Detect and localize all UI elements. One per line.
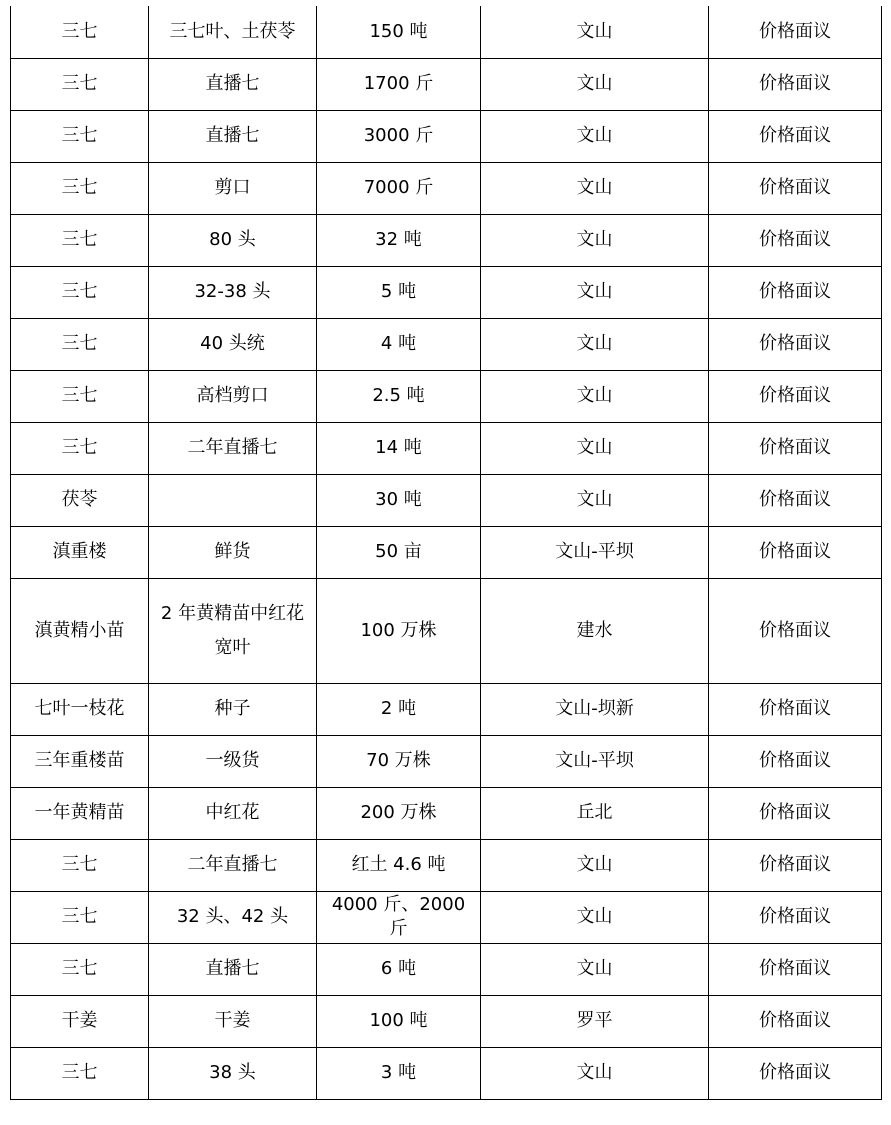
table-row bbox=[11, 318, 882, 370]
table-row bbox=[11, 58, 882, 110]
table-row bbox=[11, 839, 882, 891]
cell-origin: 文山 bbox=[481, 6, 709, 58]
cell-specification: 32 头、42 头 bbox=[149, 891, 317, 943]
cell-origin: 文山 bbox=[481, 1047, 709, 1099]
cell-specification: 38 头 bbox=[149, 1047, 317, 1099]
cell-product-name: 三七 bbox=[11, 162, 149, 214]
supply-table-body bbox=[11, 6, 882, 1099]
cell-origin: 丘北 bbox=[481, 787, 709, 839]
table-row bbox=[11, 1047, 882, 1099]
cell-price: 价格面议 bbox=[709, 891, 882, 943]
cell-quantity: 30 吨 bbox=[317, 474, 481, 526]
cell-price: 价格面议 bbox=[709, 578, 882, 683]
cell-specification: 三七叶、土茯苓 bbox=[149, 6, 317, 58]
table-row bbox=[11, 787, 882, 839]
cell-specification: 40 头统 bbox=[149, 318, 317, 370]
cell-quantity: 4000 斤、2000 斤 bbox=[317, 891, 481, 943]
cell-quantity: 3 吨 bbox=[317, 1047, 481, 1099]
cell-specification: 直播七 bbox=[149, 110, 317, 162]
table-row bbox=[11, 214, 882, 266]
table-row bbox=[11, 943, 882, 995]
cell-quantity: 4 吨 bbox=[317, 318, 481, 370]
cell-specification: 一级货 bbox=[149, 735, 317, 787]
cell-quantity: 2.5 吨 bbox=[317, 370, 481, 422]
cell-product-name: 七叶一枝花 bbox=[11, 683, 149, 735]
cell-price: 价格面议 bbox=[709, 735, 882, 787]
cell-price: 价格面议 bbox=[709, 422, 882, 474]
cell-price: 价格面议 bbox=[709, 6, 882, 58]
cell-price: 价格面议 bbox=[709, 110, 882, 162]
cell-origin: 文山 bbox=[481, 474, 709, 526]
cell-product-name: 三七 bbox=[11, 422, 149, 474]
table-row bbox=[11, 474, 882, 526]
cell-quantity: 32 吨 bbox=[317, 214, 481, 266]
cell-product-name: 三七 bbox=[11, 58, 149, 110]
cell-specification: 鲜货 bbox=[149, 526, 317, 578]
cell-origin: 文山 bbox=[481, 162, 709, 214]
cell-quantity: 50 亩 bbox=[317, 526, 481, 578]
cell-origin: 罗平 bbox=[481, 995, 709, 1047]
cell-quantity: 红土 4.6 吨 bbox=[317, 839, 481, 891]
cell-product-name: 三七 bbox=[11, 6, 149, 58]
cell-price: 价格面议 bbox=[709, 683, 882, 735]
table-row bbox=[11, 735, 882, 787]
cell-product-name: 一年黄精苗 bbox=[11, 787, 149, 839]
table-row bbox=[11, 995, 882, 1047]
cell-origin: 文山 bbox=[481, 266, 709, 318]
cell-quantity: 150 吨 bbox=[317, 6, 481, 58]
cell-quantity: 6 吨 bbox=[317, 943, 481, 995]
cell-quantity: 5 吨 bbox=[317, 266, 481, 318]
cell-product-name: 茯苓 bbox=[11, 474, 149, 526]
cell-product-name: 三七 bbox=[11, 266, 149, 318]
cell-specification: 2 年黄精苗中红花宽叶 bbox=[149, 578, 317, 683]
cell-price: 价格面议 bbox=[709, 787, 882, 839]
cell-price: 价格面议 bbox=[709, 995, 882, 1047]
cell-origin: 文山 bbox=[481, 422, 709, 474]
cell-origin: 文山 bbox=[481, 214, 709, 266]
cell-origin: 文山-平坝 bbox=[481, 735, 709, 787]
table-row bbox=[11, 266, 882, 318]
cell-product-name: 三年重楼苗 bbox=[11, 735, 149, 787]
cell-origin: 文山 bbox=[481, 943, 709, 995]
table-row bbox=[11, 578, 882, 683]
cell-origin: 文山 bbox=[481, 110, 709, 162]
cell-price: 价格面议 bbox=[709, 370, 882, 422]
cell-quantity: 100 吨 bbox=[317, 995, 481, 1047]
cell-price: 价格面议 bbox=[709, 318, 882, 370]
cell-specification: 二年直播七 bbox=[149, 839, 317, 891]
cell-quantity: 7000 斤 bbox=[317, 162, 481, 214]
cell-price: 价格面议 bbox=[709, 214, 882, 266]
cell-origin: 文山-平坝 bbox=[481, 526, 709, 578]
cell-specification: 32-38 头 bbox=[149, 266, 317, 318]
cell-specification: 中红花 bbox=[149, 787, 317, 839]
cell-origin: 建水 bbox=[481, 578, 709, 683]
cell-product-name: 滇重楼 bbox=[11, 526, 149, 578]
cell-specification: 直播七 bbox=[149, 58, 317, 110]
cell-price: 价格面议 bbox=[709, 1047, 882, 1099]
cell-price: 价格面议 bbox=[709, 266, 882, 318]
cell-specification: 二年直播七 bbox=[149, 422, 317, 474]
cell-quantity: 70 万株 bbox=[317, 735, 481, 787]
cell-product-name: 三七 bbox=[11, 839, 149, 891]
table-row bbox=[11, 526, 882, 578]
cell-price: 价格面议 bbox=[709, 474, 882, 526]
cell-price: 价格面议 bbox=[709, 526, 882, 578]
cell-price: 价格面议 bbox=[709, 58, 882, 110]
cell-quantity: 1700 斤 bbox=[317, 58, 481, 110]
cell-quantity: 3000 斤 bbox=[317, 110, 481, 162]
cell-specification: 直播七 bbox=[149, 943, 317, 995]
cell-origin: 文山-坝新 bbox=[481, 683, 709, 735]
cell-specification: 干姜 bbox=[149, 995, 317, 1047]
cell-product-name: 三七 bbox=[11, 110, 149, 162]
cell-specification bbox=[149, 474, 317, 526]
cell-product-name: 滇黄精小苗 bbox=[11, 578, 149, 683]
cell-price: 价格面议 bbox=[709, 162, 882, 214]
cell-origin: 文山 bbox=[481, 318, 709, 370]
cell-specification: 80 头 bbox=[149, 214, 317, 266]
cell-origin: 文山 bbox=[481, 839, 709, 891]
cell-product-name: 干姜 bbox=[11, 995, 149, 1047]
cell-specification: 种子 bbox=[149, 683, 317, 735]
cell-price: 价格面议 bbox=[709, 943, 882, 995]
cell-origin: 文山 bbox=[481, 58, 709, 110]
supply-table bbox=[10, 6, 882, 1100]
cell-product-name: 三七 bbox=[11, 891, 149, 943]
cell-product-name: 三七 bbox=[11, 943, 149, 995]
table-row bbox=[11, 162, 882, 214]
cell-price: 价格面议 bbox=[709, 839, 882, 891]
cell-product-name: 三七 bbox=[11, 1047, 149, 1099]
cell-product-name: 三七 bbox=[11, 318, 149, 370]
cell-quantity: 100 万株 bbox=[317, 578, 481, 683]
cell-quantity: 2 吨 bbox=[317, 683, 481, 735]
cell-product-name: 三七 bbox=[11, 370, 149, 422]
cell-quantity: 14 吨 bbox=[317, 422, 481, 474]
cell-quantity: 200 万株 bbox=[317, 787, 481, 839]
cell-origin: 文山 bbox=[481, 370, 709, 422]
table-row bbox=[11, 891, 882, 943]
cell-specification: 高档剪口 bbox=[149, 370, 317, 422]
cell-product-name: 三七 bbox=[11, 214, 149, 266]
cell-specification: 剪口 bbox=[149, 162, 317, 214]
table-row bbox=[11, 683, 882, 735]
table-row bbox=[11, 370, 882, 422]
cell-origin: 文山 bbox=[481, 891, 709, 943]
table-row bbox=[11, 110, 882, 162]
table-row bbox=[11, 422, 882, 474]
table-row bbox=[11, 6, 882, 58]
